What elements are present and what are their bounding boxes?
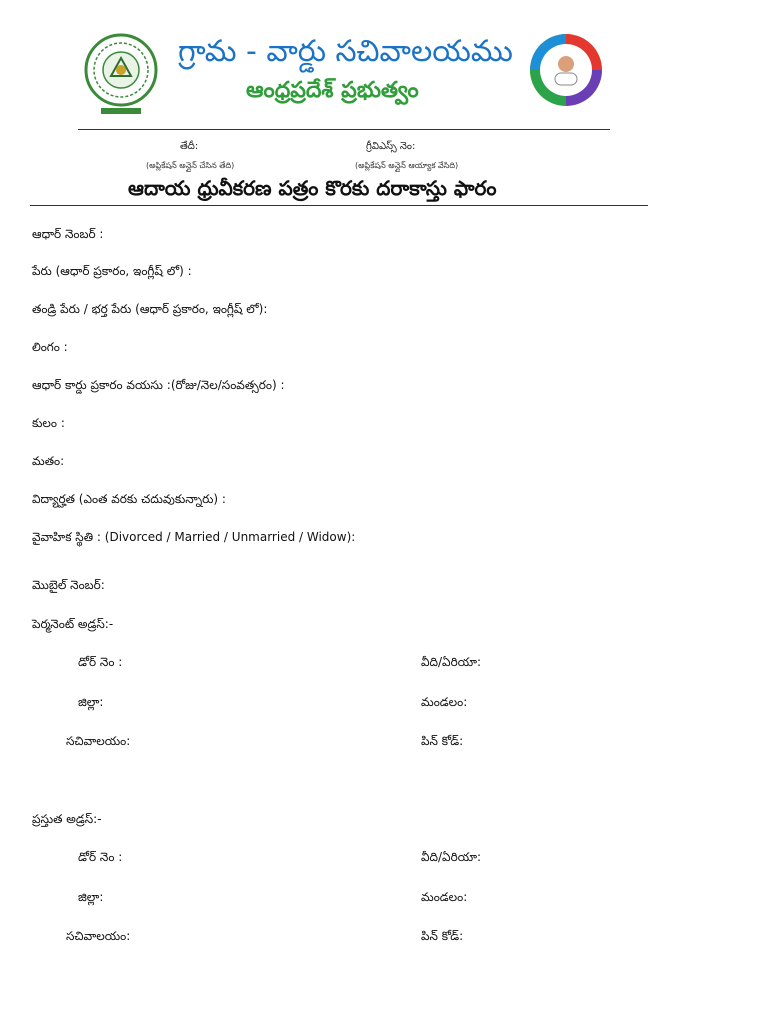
state-government-title: ఆంధ్రప్రదేశ్ ప్రభుత్వం <box>246 78 419 103</box>
mobile-number-field: మొబైల్ నెంబర్: <box>32 578 105 592</box>
secretariat-circular-logo-icon <box>528 32 604 108</box>
date-note: (అప్లికేషన్ అన్లైన్ చేసిన తేది) <box>146 161 235 170</box>
aadhaar-number-field: ఆధార్ నెంబర్ : <box>32 227 104 241</box>
present-pincode-field: పిన్ కోడ్: <box>421 929 464 943</box>
permanent-mandal-field: మండలం: <box>421 695 468 709</box>
form-title: ఆదాయ ధ్రువీకరణ పత్రం కొరకు దరాకాస్తు ఫారం <box>128 176 497 200</box>
present-mandal-field: మండలం: <box>421 890 468 904</box>
present-secretariat-field: సచివాలయం: <box>66 929 131 943</box>
permanent-district-field: జిల్లా: <box>78 695 104 709</box>
age-field: ఆధార్ కార్డు ప్రకారం వయసు :(రోజు/నెల/సంవత్సరం) : <box>32 378 285 392</box>
gender-field: లింగం : <box>32 340 68 354</box>
letterhead <box>78 26 610 128</box>
present-street-field: వీది/ఏరియా: <box>421 850 482 864</box>
present-district-field: జిల్లా: <box>78 890 104 904</box>
religion-field: మతం: <box>32 454 65 468</box>
caste-field: కులం : <box>32 416 65 430</box>
marital-status-field: వైవాహిక స్థితి : (Divorced / Married / Unmarried / Widow): <box>32 530 356 544</box>
title-divider <box>30 205 648 206</box>
education-field: విద్యార్హత (ఎంత వరకు చదువుకున్నారు) : <box>32 492 226 506</box>
father-husband-name-field: తండ్రి పేరు / భర్త పేరు (ఆధార్ ప్రకారం, ఇంగ్లీష్ లో): <box>32 302 268 316</box>
permanent-door-number-field: డోర్ నెం : <box>78 655 123 669</box>
permanent-secretariat-field: సచివాలయం: <box>66 734 131 748</box>
applicant-name-field: పేరు (ఆధార్ ప్రకారం, ఇంగ్లీష్ లో) : <box>32 264 192 278</box>
ap-government-seal-icon <box>83 32 159 122</box>
portal-title: గ్రామ - వార్డు సచివాలయము <box>178 34 513 69</box>
present-address-heading: ప్రస్తుత అడ్రస్:- <box>32 812 102 826</box>
gsws-number-note: (అప్లికేషన్ అన్లైన్ ఆయ్యాక వేసిది) <box>355 161 459 170</box>
permanent-pincode-field: పిన్ కోడ్: <box>421 734 464 748</box>
present-door-number-field: డోర్ నెం : <box>78 850 123 864</box>
header-divider <box>78 129 610 130</box>
date-label: తేదీ: <box>180 141 199 152</box>
gsws-number-label: గ్రీవిఎస్స్ నెం: <box>366 141 416 152</box>
permanent-address-heading: పెర్మనెంట్ అడ్రస్:- <box>32 617 114 631</box>
permanent-street-field: వీది/ఏరియా: <box>421 655 482 669</box>
